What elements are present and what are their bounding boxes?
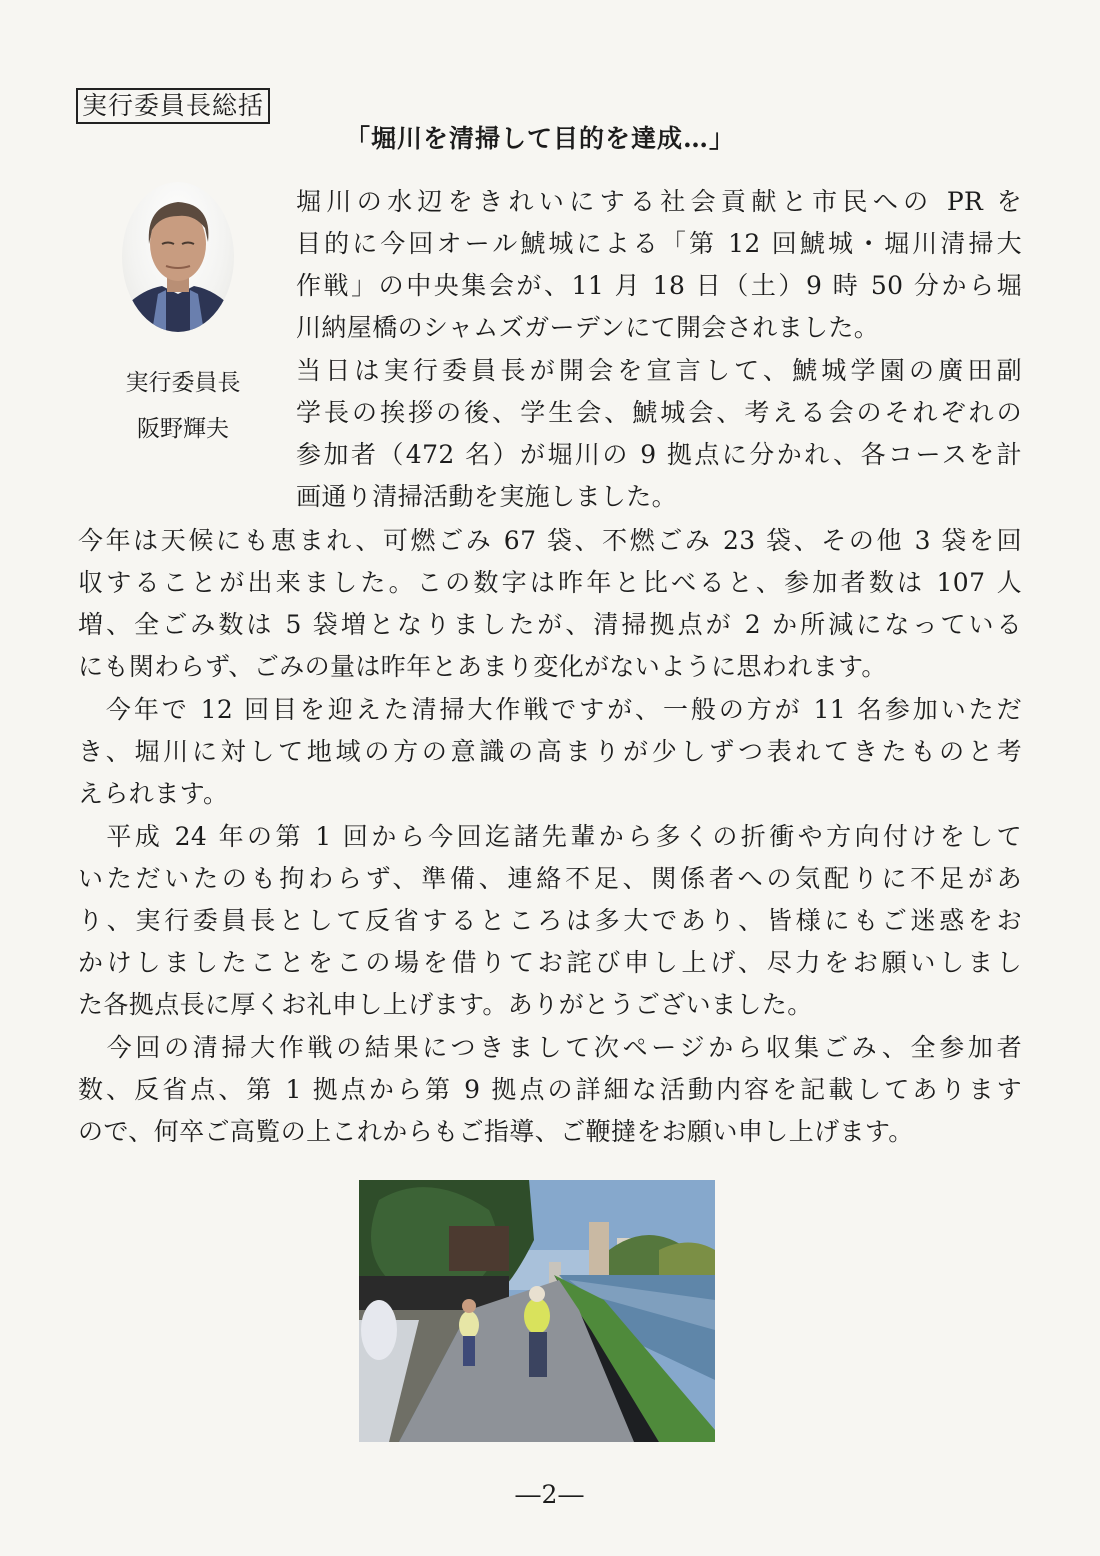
author-portrait	[122, 182, 234, 332]
body-line: た各拠点長に厚くお礼申し上げます。ありがとうございました。	[78, 990, 813, 1019]
body-line: ので、何卒ご高覧の上これからもご指導、ご鞭撻をお願い申し上げます。	[78, 1117, 914, 1146]
page-number: ―2―	[515, 1480, 585, 1509]
body-line: いただいたのも拘わらず、準備、連絡不足、関係者への気配りに不足があ	[78, 864, 1022, 893]
body-line: 今回の清掃大作戦の結果につきまして次ページから収集ごみ、全参加者	[78, 1033, 1022, 1062]
body-line: かけしましたことをこの場を借りてお詫び申し上げ、尽力をお願いしまし	[78, 948, 1022, 977]
body-line: 今年は天候にも恵まれ、可燃ごみ 67 袋、不燃ごみ 23 袋、その他 3 袋を回	[78, 526, 1022, 555]
author-name: 阪野輝夫	[137, 416, 229, 442]
body-line: 平成 24 年の第 1 回から今回迄諸先輩から多くの折衝や方向付けをして	[78, 822, 1022, 851]
body-line: 作戦」の中央集会が、11 月 18 日（土）9 時 50 分から堀	[296, 271, 1022, 300]
body-line: 堀川の水辺をきれいにする社会貢献と市民への PR を	[296, 187, 1022, 216]
body-line: 増、全ごみ数は 5 袋増となりましたが、清掃拠点が 2 か所減になっている	[78, 610, 1022, 639]
section-tag: 実行委員長総括	[76, 88, 270, 124]
body-line: 画通り清掃活動を実施しました。	[296, 482, 678, 511]
body-line: 数、反省点、第 1 拠点から第 9 拠点の詳細な活動内容を記載してあります	[78, 1075, 1022, 1104]
body-line: 収することが出来ました。この数字は昨年と比べると、参加者数は 107 人	[78, 568, 1022, 597]
body-line: 目的に今回オール鯱城による「第 12 回鯱城・堀川清掃大	[296, 229, 1022, 258]
body-line: 参加者（472 名）が堀川の 9 拠点に分かれ、各コースを計	[296, 440, 1022, 469]
body-line: 今年で 12 回目を迎えた清掃大作戦ですが、一般の方が 11 名参加いただ	[78, 695, 1022, 724]
body-line: 学長の挨拶の後、学生会、鯱城会、考える会のそれぞれの	[296, 398, 1022, 427]
author-role: 実行委員長	[125, 370, 241, 396]
body-line: にも関わらず、ごみの量は昨年とあまり変化がないように思われます。	[78, 652, 887, 681]
cleanup-activity-photo	[359, 1180, 715, 1442]
body-line: 当日は実行委員長が開会を宣言して、鯱城学園の廣田副	[296, 356, 1022, 385]
body-line: えられます。	[78, 779, 229, 808]
body-line: り、実行委員長として反省するところは多大であり、皆様にもご迷惑をお	[78, 906, 1022, 935]
body-line: 川納屋橋のシャムズガーデンにて開会されました。	[296, 313, 880, 342]
article-headline: 「堀川を清掃して目的を達成…」	[345, 124, 736, 153]
body-line: き、堀川に対して地域の方の意識の高まりが少しずつ表れてきたものと考	[78, 737, 1022, 766]
